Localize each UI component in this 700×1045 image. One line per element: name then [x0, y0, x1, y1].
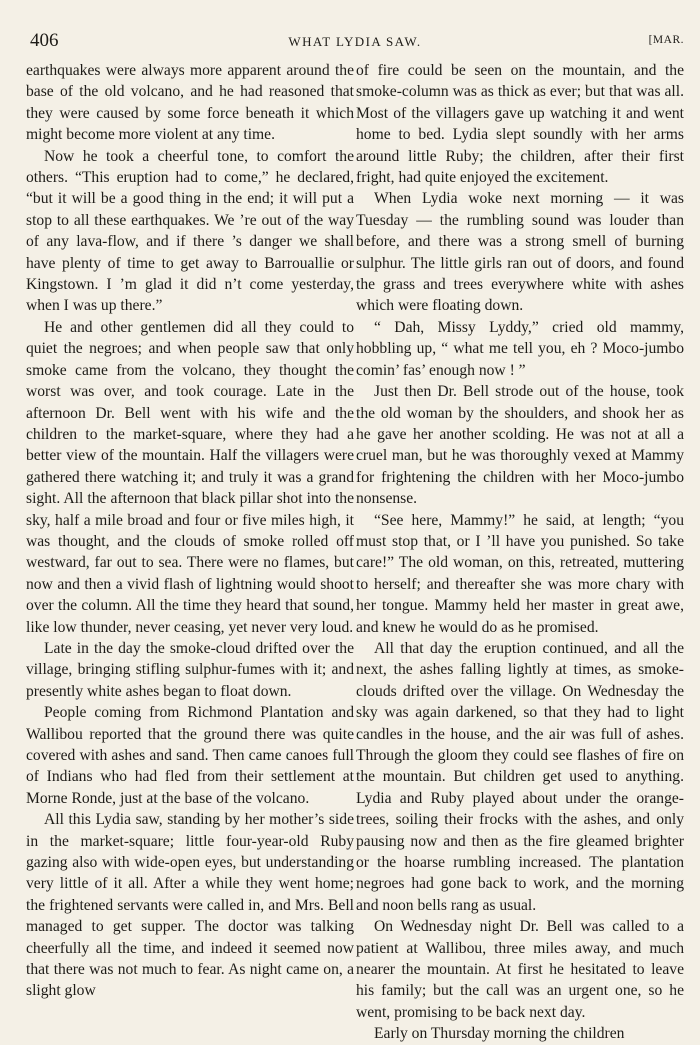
- paragraph: When Lydia woke next morning — it was Tuesday — the rumbling sound was louder than before, and there was a strong smell of burning sulphur. The little girls ran out of doors, and found the grass and trees everywhere white with ashes which were floating down.: [356, 190, 684, 315]
- running-title: WHAT LYDIA SAW.: [288, 34, 422, 49]
- paragraph: On Wednesday night Dr. Bell was called to a patient at Wallibou, three miles away, and much nearer the mountain. At first he hesitated to leave his family; but the call was an urgent one, so he went, promising to be back next day.: [356, 918, 684, 1021]
- paragraph: Just then Dr. Bell strode out of the house, took the old woman by the shoulders, and shook her as he gave her another scolding. He was not at all a cruel man, but he was thoroughly vexed at Mammy for frightening the children with her Moco-jumbo nonsense.: [356, 383, 684, 508]
- paragraph: Now he took a cheerful tone, to comfort the others. “This eruption had to come,” he declared, “but it will be a good thing in the end; it will put a stop to all these earthquakes. We ’re out of the way of any lava-flow, and if there ’s danger we shall have plenty of time to get away to Barrouallie or Kingstown. I ’m glad it did n’t come yesterday, when I was up there.”: [26, 147, 354, 315]
- paragraph: Late in the day the smoke-cloud drifted over the village, bringing stifling sulphur-fumes with it; and presently white ashes began to float down.: [26, 639, 354, 700]
- paragraph: of fire could be seen on the mountain, and the smoke-column was as thick as ever; but that was all. Most of the villagers gave up watching it and went home to bed. Lydia slept soundly with her arms around little Ruby; the children, after their first fright, had quite enjoyed the excitement.: [356, 62, 684, 187]
- paragraph: “See here, Mammy!” he said, at length; “you must stop that, or I ’ll have you punished. So take care!” The old woman, on this, retreated, muttering to herself; and thereafter she was more chary with her tongue. Mammy held her master in great awe, and knew he would do as he promised.: [356, 511, 684, 636]
- page-number: 406: [30, 30, 59, 51]
- paragraph: All this Lydia saw, standing by her mother’s side in the market-square; little four-year-old Ruby gazing also with wide-open eyes, but understanding very little of it all. After a while they went home; the frightened servants were called in, and Mrs. Bell managed to get supper. The doctor was talking cheerfully all the time, and indeed it seemed now that there was not much to fear. As night came on, a slight glow: [26, 811, 354, 1000]
- paragraph: “ Dah, Missy Lyddy,” cried old mammy, hobbling up, “ what me tell you, eh ? Moco-jumbo comin’ fas’ enough now ! ”: [356, 318, 684, 379]
- paragraph: Early on Thursday morning the children: [374, 1025, 625, 1043]
- paragraph: All that day the eruption continued, and all the next, the ashes falling lightly at times, as smoke-clouds drifted over the village. On Wednesday the sky was again darkened, so that they had to light candles in the house, and the air was full of ashes. Through the gloom they could see flashes of fire on the mountain. But children get used to anything. Lydia and Ruby played about under the orange-trees, soiling their frocks with the ashes, and only pausing now and then as the fire gleamed brighter or the hoarse rumbling increased. The plantation negroes had gone back to work, and the morning and noon bells rang as usual.: [356, 639, 684, 914]
- paragraph: He and other gentlemen did all they could to quiet the negroes; and when people saw that only smoke came from the volcano, they thought the worst was over, and took courage. Late in the afternoon Dr. Bell went with his wife and the children to the market-square, where they had a better view of the mountain. Half the villagers were gathered there watching it; and truly it was a grand sight. All the afternoon that black pillar shot into the sky, half a mile broad and four or five miles high, it was thought, and the clouds of smoke rolled off westward, far out to sea. There were no flames, but now and then a vivid flash of lightning would shoot over the column. All the time they heard that sound, like low thunder, never ceasing, yet never very loud.: [26, 318, 354, 636]
- right-column: [356, 60, 684, 1045]
- paragraph: earthquakes were always more apparent around the base of the old volcano, and he had reasoned that they were caused by some force beneath it which might become more violent at any time.: [26, 62, 354, 144]
- paragraph: People coming from Richmond Plantation and Wallibou reported that the ground there was quite covered with ashes and sand. Then came canoes full of Indians who had fled from their settlement at Morne Ronde, just at the base of the volcano.: [26, 704, 354, 807]
- left-column: [26, 60, 354, 1045]
- running-head: [26, 30, 684, 56]
- text-columns: [26, 60, 684, 1045]
- running-month: [MAR.: [648, 34, 684, 46]
